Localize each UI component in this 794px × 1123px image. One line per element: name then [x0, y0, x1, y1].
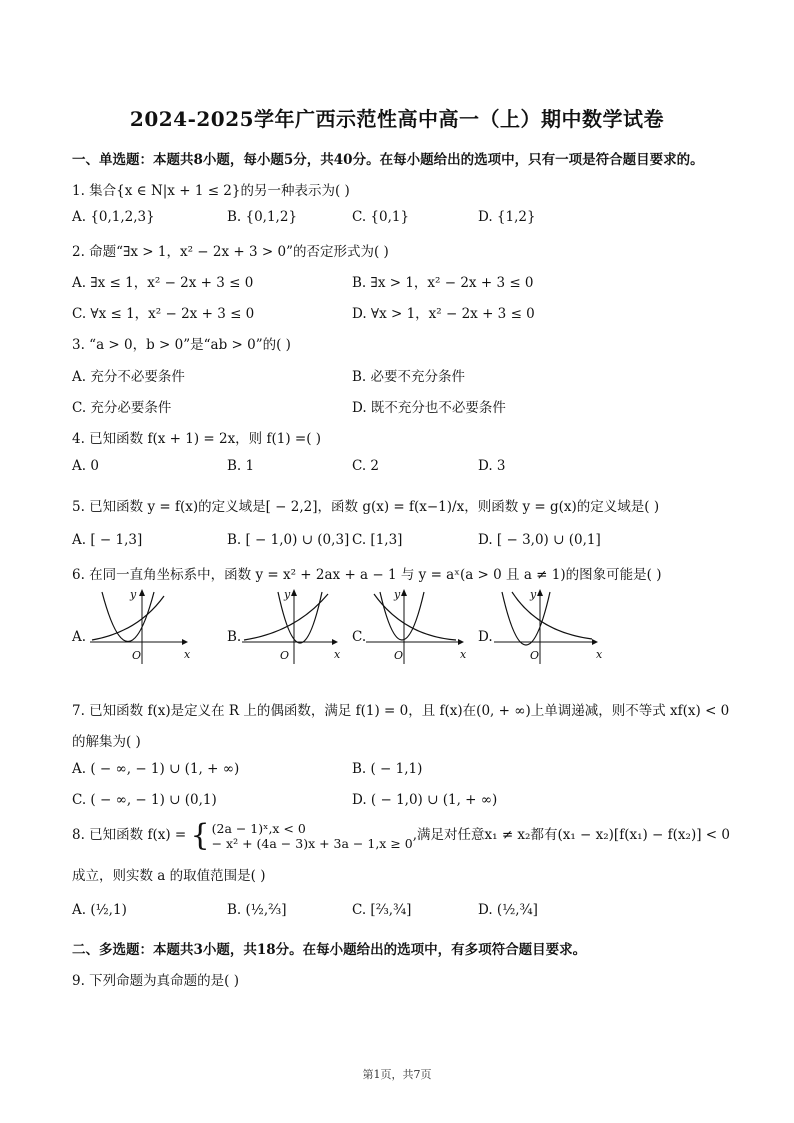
question-4-stem: 4. 已知函数 f(x + 1) = 2x，则 f(1) =( ) [72, 431, 322, 447]
question-5-option-c: C. [1,3] [352, 532, 403, 548]
section-heading-single-choice: 一、单选题：本题共8小题，每小题5分，共40分。在每小题给出的选项中，只有一项是符合题目要求的。 [72, 152, 704, 168]
question-1-stem: 1. 集合{x ∈ N|x + 1 ≤ 2}的另一种表示为( ) [72, 183, 350, 199]
question-3-option-a: A. 充分不必要条件 [72, 369, 185, 385]
question-7-stem-continued: 的解集为( ) [72, 734, 141, 750]
question-6-graph-b [240, 586, 358, 666]
question-5-option-a: A. [ − 1,3] [72, 532, 143, 548]
question-6-c-origin: O [394, 649, 404, 662]
question-8-stem-prefix: 8. 已知函数 f(x) = [72, 827, 187, 843]
question-6-b-axis-x: x [334, 648, 341, 661]
question-6-stem: 6. 在同一直角坐标系中，函数 y = x² + 2ax + a − 1 与 y = aˣ(a > 0 且 a ≠ 1)的图象可能是( ) [72, 567, 662, 583]
question-5-option-d: D. [ − 3,0) ∪ (0,1] [478, 532, 601, 548]
question-2-option-a: A. ∃x ≤ 1，x² − 2x + 3 ≤ 0 [72, 275, 254, 291]
question-5-option-b: B. [ − 1,0) ∪ (0,3] [227, 532, 350, 548]
question-2-option-c: C. ∀x ≤ 1，x² − 2x + 3 ≤ 0 [72, 306, 255, 322]
question-1-option-a: A. {0,1,2,3} [72, 209, 155, 225]
question-6-graph-a [88, 586, 206, 666]
question-6-d-axis-x: x [596, 648, 603, 661]
question-1-option-d: D. {1,2} [478, 209, 536, 225]
question-6-b-axis-y: y [284, 588, 291, 601]
question-8-piecewise [212, 821, 413, 851]
question-6-option-a: A. [72, 629, 87, 645]
question-6-option-b: B. [227, 629, 242, 645]
question-6-a-axis-y: y [130, 588, 137, 601]
question-6-c-axis-x: x [460, 648, 467, 661]
question-2-option-d: D. ∀x > 1，x² − 2x + 3 ≤ 0 [352, 306, 535, 322]
question-9-stem: 9. 下列命题为真命题的是( ) [72, 973, 239, 989]
question-6-graph-c [364, 586, 482, 666]
question-7-stem: 7. 已知函数 f(x)是定义在 R 上的偶函数，满足 f(1) = 0，且 f(x)在(0, + ∞)上单调递减，则不等式 xf(x) < 0 [72, 703, 730, 719]
question-6-option-c: C. [352, 629, 367, 645]
question-6-b-origin: O [280, 649, 290, 662]
question-3-option-c: C. 充分必要条件 [72, 400, 172, 416]
question-4-option-b: B. 1 [227, 458, 255, 474]
question-5-stem: 5. 已知函数 y = f(x)的定义域是[ − 2,2]，函数 g(x) = f(x−1)/x，则函数 y = g(x)的定义域是( ) [72, 499, 660, 515]
question-8-stem-suffix: ,满足对任意x₁ ≠ x₂都有(x₁ − x₂)[f(x₁) − f(x₂)] < 0 [412, 827, 730, 843]
question-3-option-d: D. 既不充分也不必要条件 [352, 400, 506, 416]
question-8-stem: 8. 已知函数 f(x) = { (2a − 1)ˣ,x < 0 − x² + (4a − 3)x + 3a − 1,x ≥ 0,满足对任意x₁ ≠ x₂都有(x₁ − x₂)[f(x₁) − f(x₂)] < 0 [72, 818, 730, 853]
question-4-option-c: C. 2 [352, 458, 380, 474]
question-4-option-a: A. 0 [72, 458, 99, 474]
question-3-option-b: B. 必要不充分条件 [352, 369, 466, 385]
question-7-option-a: A. ( − ∞, − 1) ∪ (1, + ∞) [72, 761, 240, 777]
question-2-stem: 2. 命题“∃x > 1，x² − 2x + 3 > 0”的否定形式为( ) [72, 244, 389, 260]
question-7-option-c: C. ( − ∞, − 1) ∪ (0,1) [72, 792, 217, 808]
question-1-option-b: B. {0,1,2} [227, 209, 298, 225]
question-8-option-d: D. (½,¾] [478, 902, 538, 918]
question-6-d-axis-y: y [530, 588, 537, 601]
question-7-option-d: D. ( − 1,0) ∪ (1, + ∞) [352, 792, 498, 808]
question-8-option-c: C. [⅔,¾] [352, 902, 412, 918]
question-8-case-1: (2a − 1)ˣ,x < 0 [211, 820, 306, 836]
question-2-option-b: B. ∃x > 1，x² − 2x + 3 ≤ 0 [352, 275, 534, 291]
question-7-option-b: B. ( − 1,1) [352, 761, 423, 777]
question-8-option-b: B. (½,⅔] [227, 902, 287, 918]
section-heading-multiple-choice: 二、多选题：本题共3小题，共18分。在每小题给出的选项中，有多项符合题目要求。 [72, 942, 587, 958]
question-1-option-c: C. {0,1} [352, 209, 410, 225]
question-3-stem: 3. “a > 0，b > 0”是“ab > 0”的( ) [72, 337, 291, 353]
question-6-a-axis-x: x [184, 648, 191, 661]
question-6-c-axis-y: y [394, 588, 401, 601]
page-title: 2024-2025学年广西示范性高中高一（上）期中数学试卷 [129, 107, 665, 131]
question-6-d-origin: O [530, 649, 540, 662]
question-6-graph-d [492, 586, 610, 666]
question-8-case-2: − x² + (4a − 3)x + 3a − 1,x ≥ 0 [211, 835, 413, 851]
question-4-option-d: D. 3 [478, 458, 506, 474]
question-6-option-d: D. [478, 629, 493, 645]
question-6-a-origin: O [132, 649, 142, 662]
question-8-stem-continued: 成立，则实数 a 的取值范围是( ) [72, 868, 266, 884]
question-8-option-a: A. (½,1) [72, 902, 127, 918]
page-footer: 第1页，共7页 [362, 1068, 432, 1081]
